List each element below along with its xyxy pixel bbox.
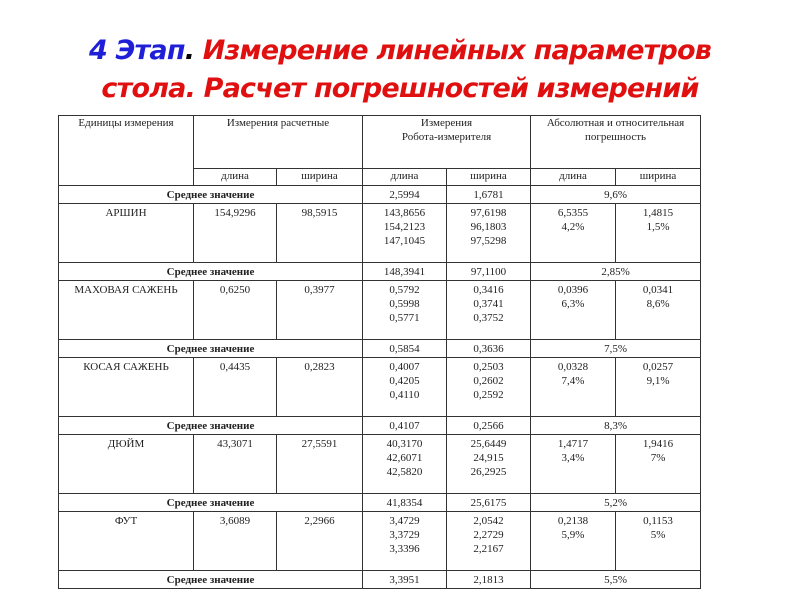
subheader-calc-length: длина	[194, 169, 277, 186]
cell-value: 0,0257	[642, 361, 674, 373]
average-row	[59, 417, 701, 435]
cell-value: 0,1153	[643, 515, 673, 527]
cell-value: 0,0328	[557, 361, 589, 373]
average-robot-width: 0,2566	[447, 417, 531, 435]
average-robot-width: 1,6781	[447, 186, 531, 204]
header-error-line1: Абсолютная и относительная	[546, 117, 685, 129]
error-length-values	[531, 281, 616, 340]
header-robot-line2: Робота-измерителя	[401, 131, 492, 143]
cell-value: 25,6449	[470, 438, 507, 450]
robot-length-values	[363, 204, 447, 263]
cell-value: 154,2123	[383, 221, 426, 233]
average-row	[59, 263, 701, 281]
cell-value: 2,2167	[473, 543, 504, 555]
cell-value: 6,5355	[557, 207, 589, 219]
header-error-line2: погрешность	[584, 131, 647, 143]
cell-value: 3,4%	[561, 452, 585, 464]
cell-value: 1,4717	[557, 438, 589, 450]
subheader-error-width: ширина	[616, 169, 701, 186]
title-stage: 4 Этап	[88, 35, 185, 66]
average-robot-width: 97,1100	[447, 263, 531, 281]
robot-width-values	[447, 281, 531, 340]
unit-name: АРШИН	[59, 204, 194, 263]
average-error: 7,5%	[531, 340, 701, 358]
cell-value: 0,4007	[389, 361, 420, 373]
cell-value: 7,4%	[561, 375, 585, 387]
average-label: Среднее значение	[59, 263, 363, 281]
table-row	[59, 281, 701, 340]
cell-value: 143,8656	[383, 207, 426, 219]
cell-value: 97,5298	[470, 235, 507, 247]
calc-length: 154,9296	[194, 204, 277, 263]
unit-name: МАХОВАЯ САЖЕНЬ	[59, 281, 194, 340]
cell-value: 0,3741	[473, 298, 504, 310]
error-length-values	[531, 204, 616, 263]
cell-value: 26,2925	[470, 466, 507, 478]
subheader-robot-width: ширина	[447, 169, 531, 186]
cell-value: 0,2503	[473, 361, 504, 373]
cell-value: 8,6%	[646, 298, 670, 310]
average-error: 8,3%	[531, 417, 701, 435]
average-label: Среднее значение	[59, 417, 363, 435]
calc-width: 98,5915	[277, 204, 363, 263]
header-robot-line1: Измерения	[420, 117, 473, 129]
robot-width-values	[447, 512, 531, 571]
cell-value: 0,4110	[389, 389, 420, 401]
error-width-values	[616, 512, 701, 571]
cell-value: 4,2%	[561, 221, 585, 233]
cell-value: 1,4815	[642, 207, 674, 219]
header-calculated: Измерения расчетные	[194, 116, 363, 169]
cell-value: 3,3396	[389, 543, 420, 555]
cell-value: 0,5792	[389, 284, 420, 296]
error-width-values	[616, 204, 701, 263]
average-robot-length: 3,3951	[363, 571, 447, 589]
unit-name: КОСАЯ САЖЕНЬ	[59, 358, 194, 417]
robot-width-values	[447, 435, 531, 494]
cell-value: 3,4729	[389, 515, 420, 527]
cell-value: 0,2602	[473, 375, 504, 387]
table-row	[59, 358, 701, 417]
calc-length: 43,3071	[194, 435, 277, 494]
average-row	[59, 340, 701, 358]
robot-length-values	[363, 281, 447, 340]
robot-width-values	[447, 204, 531, 263]
average-robot-width: 25,6175	[447, 494, 531, 512]
subheader-error-length: длина	[531, 169, 616, 186]
cell-value: 0,4205	[389, 375, 420, 387]
table-row	[59, 435, 701, 494]
header-error	[531, 116, 701, 169]
average-error: 5,2%	[531, 494, 701, 512]
cell-value: 0,0341	[642, 284, 674, 296]
error-width-values	[616, 281, 701, 340]
header-row	[59, 116, 701, 169]
error-width-values	[616, 435, 701, 494]
average-label: Среднее значение	[59, 494, 363, 512]
cell-value: 2,2729	[473, 529, 504, 541]
robot-length-values	[363, 435, 447, 494]
robot-length-values	[363, 358, 447, 417]
slide-title	[0, 32, 800, 108]
cell-value: 0,2138	[557, 515, 589, 527]
average-robot-length: 41,8354	[363, 494, 447, 512]
cell-value: 40,3170	[386, 438, 423, 450]
cell-value: 0,5771	[389, 312, 420, 324]
calc-width: 27,5591	[277, 435, 363, 494]
cell-value: 0,3752	[473, 312, 504, 324]
cell-value: 3,3729	[389, 529, 420, 541]
calc-length: 3,6089	[194, 512, 277, 571]
cell-value: 0,0396	[557, 284, 589, 296]
calc-length: 0,4435	[194, 358, 277, 417]
unit-name: ФУТ	[59, 512, 194, 571]
cell-value: 9,1%	[646, 375, 670, 387]
cell-value: 7%	[650, 452, 666, 464]
subheader-calc-width: ширина	[277, 169, 363, 186]
measurement-table	[58, 115, 701, 589]
average-label: Среднее значение	[59, 571, 363, 589]
title-line-2: стола. Расчет погрешностей измерений	[101, 73, 699, 104]
calc-length: 0,6250	[194, 281, 277, 340]
cell-value: 5%	[650, 529, 666, 541]
average-robot-length: 2,5994	[363, 186, 447, 204]
subheader-robot-length: длина	[363, 169, 447, 186]
cell-value: 0,2592	[473, 389, 504, 401]
cell-value: 42,5820	[386, 466, 423, 478]
cell-value: 97,6198	[470, 207, 507, 219]
cell-value: 5,9%	[561, 529, 585, 541]
average-row	[59, 494, 701, 512]
table-row	[59, 204, 701, 263]
cell-value: 1,5%	[646, 221, 670, 233]
cell-value: 6,3%	[561, 298, 585, 310]
average-robot-width: 0,3636	[447, 340, 531, 358]
average-robot-length: 0,5854	[363, 340, 447, 358]
title-heading-part1: Измерение линейных параметров	[194, 35, 712, 66]
cell-value: 2,0542	[473, 515, 504, 527]
average-label: Среднее значение	[59, 340, 363, 358]
calc-width: 2,2966	[277, 512, 363, 571]
average-error: 5,5%	[531, 571, 701, 589]
robot-width-values	[447, 358, 531, 417]
average-error: 9,6%	[531, 186, 701, 204]
robot-length-values	[363, 512, 447, 571]
average-row	[59, 571, 701, 589]
title-dot: .	[184, 35, 195, 66]
average-robot-length: 0,4107	[363, 417, 447, 435]
calc-width: 0,3977	[277, 281, 363, 340]
title-line-1	[0, 32, 800, 70]
error-width-values	[616, 358, 701, 417]
error-length-values	[531, 435, 616, 494]
average-robot-length: 148,3941	[363, 263, 447, 281]
average-robot-width: 2,1813	[447, 571, 531, 589]
average-row	[59, 186, 701, 204]
error-length-values	[531, 512, 616, 571]
cell-value: 147,1045	[383, 235, 426, 247]
unit-name: ДЮЙМ	[59, 435, 194, 494]
calc-width: 0,2823	[277, 358, 363, 417]
header-units: Единицы измерения	[59, 116, 194, 186]
table-row	[59, 512, 701, 571]
cell-value: 0,5998	[389, 298, 420, 310]
cell-value: 24,915	[473, 452, 504, 464]
cell-value: 96,1803	[470, 221, 507, 233]
cell-value: 42,6071	[386, 452, 423, 464]
cell-value: 0,3416	[473, 284, 504, 296]
error-length-values	[531, 358, 616, 417]
average-error: 2,85%	[531, 263, 701, 281]
average-label: Среднее значение	[59, 186, 363, 204]
header-robot	[363, 116, 531, 169]
cell-value: 1,9416	[642, 438, 674, 450]
